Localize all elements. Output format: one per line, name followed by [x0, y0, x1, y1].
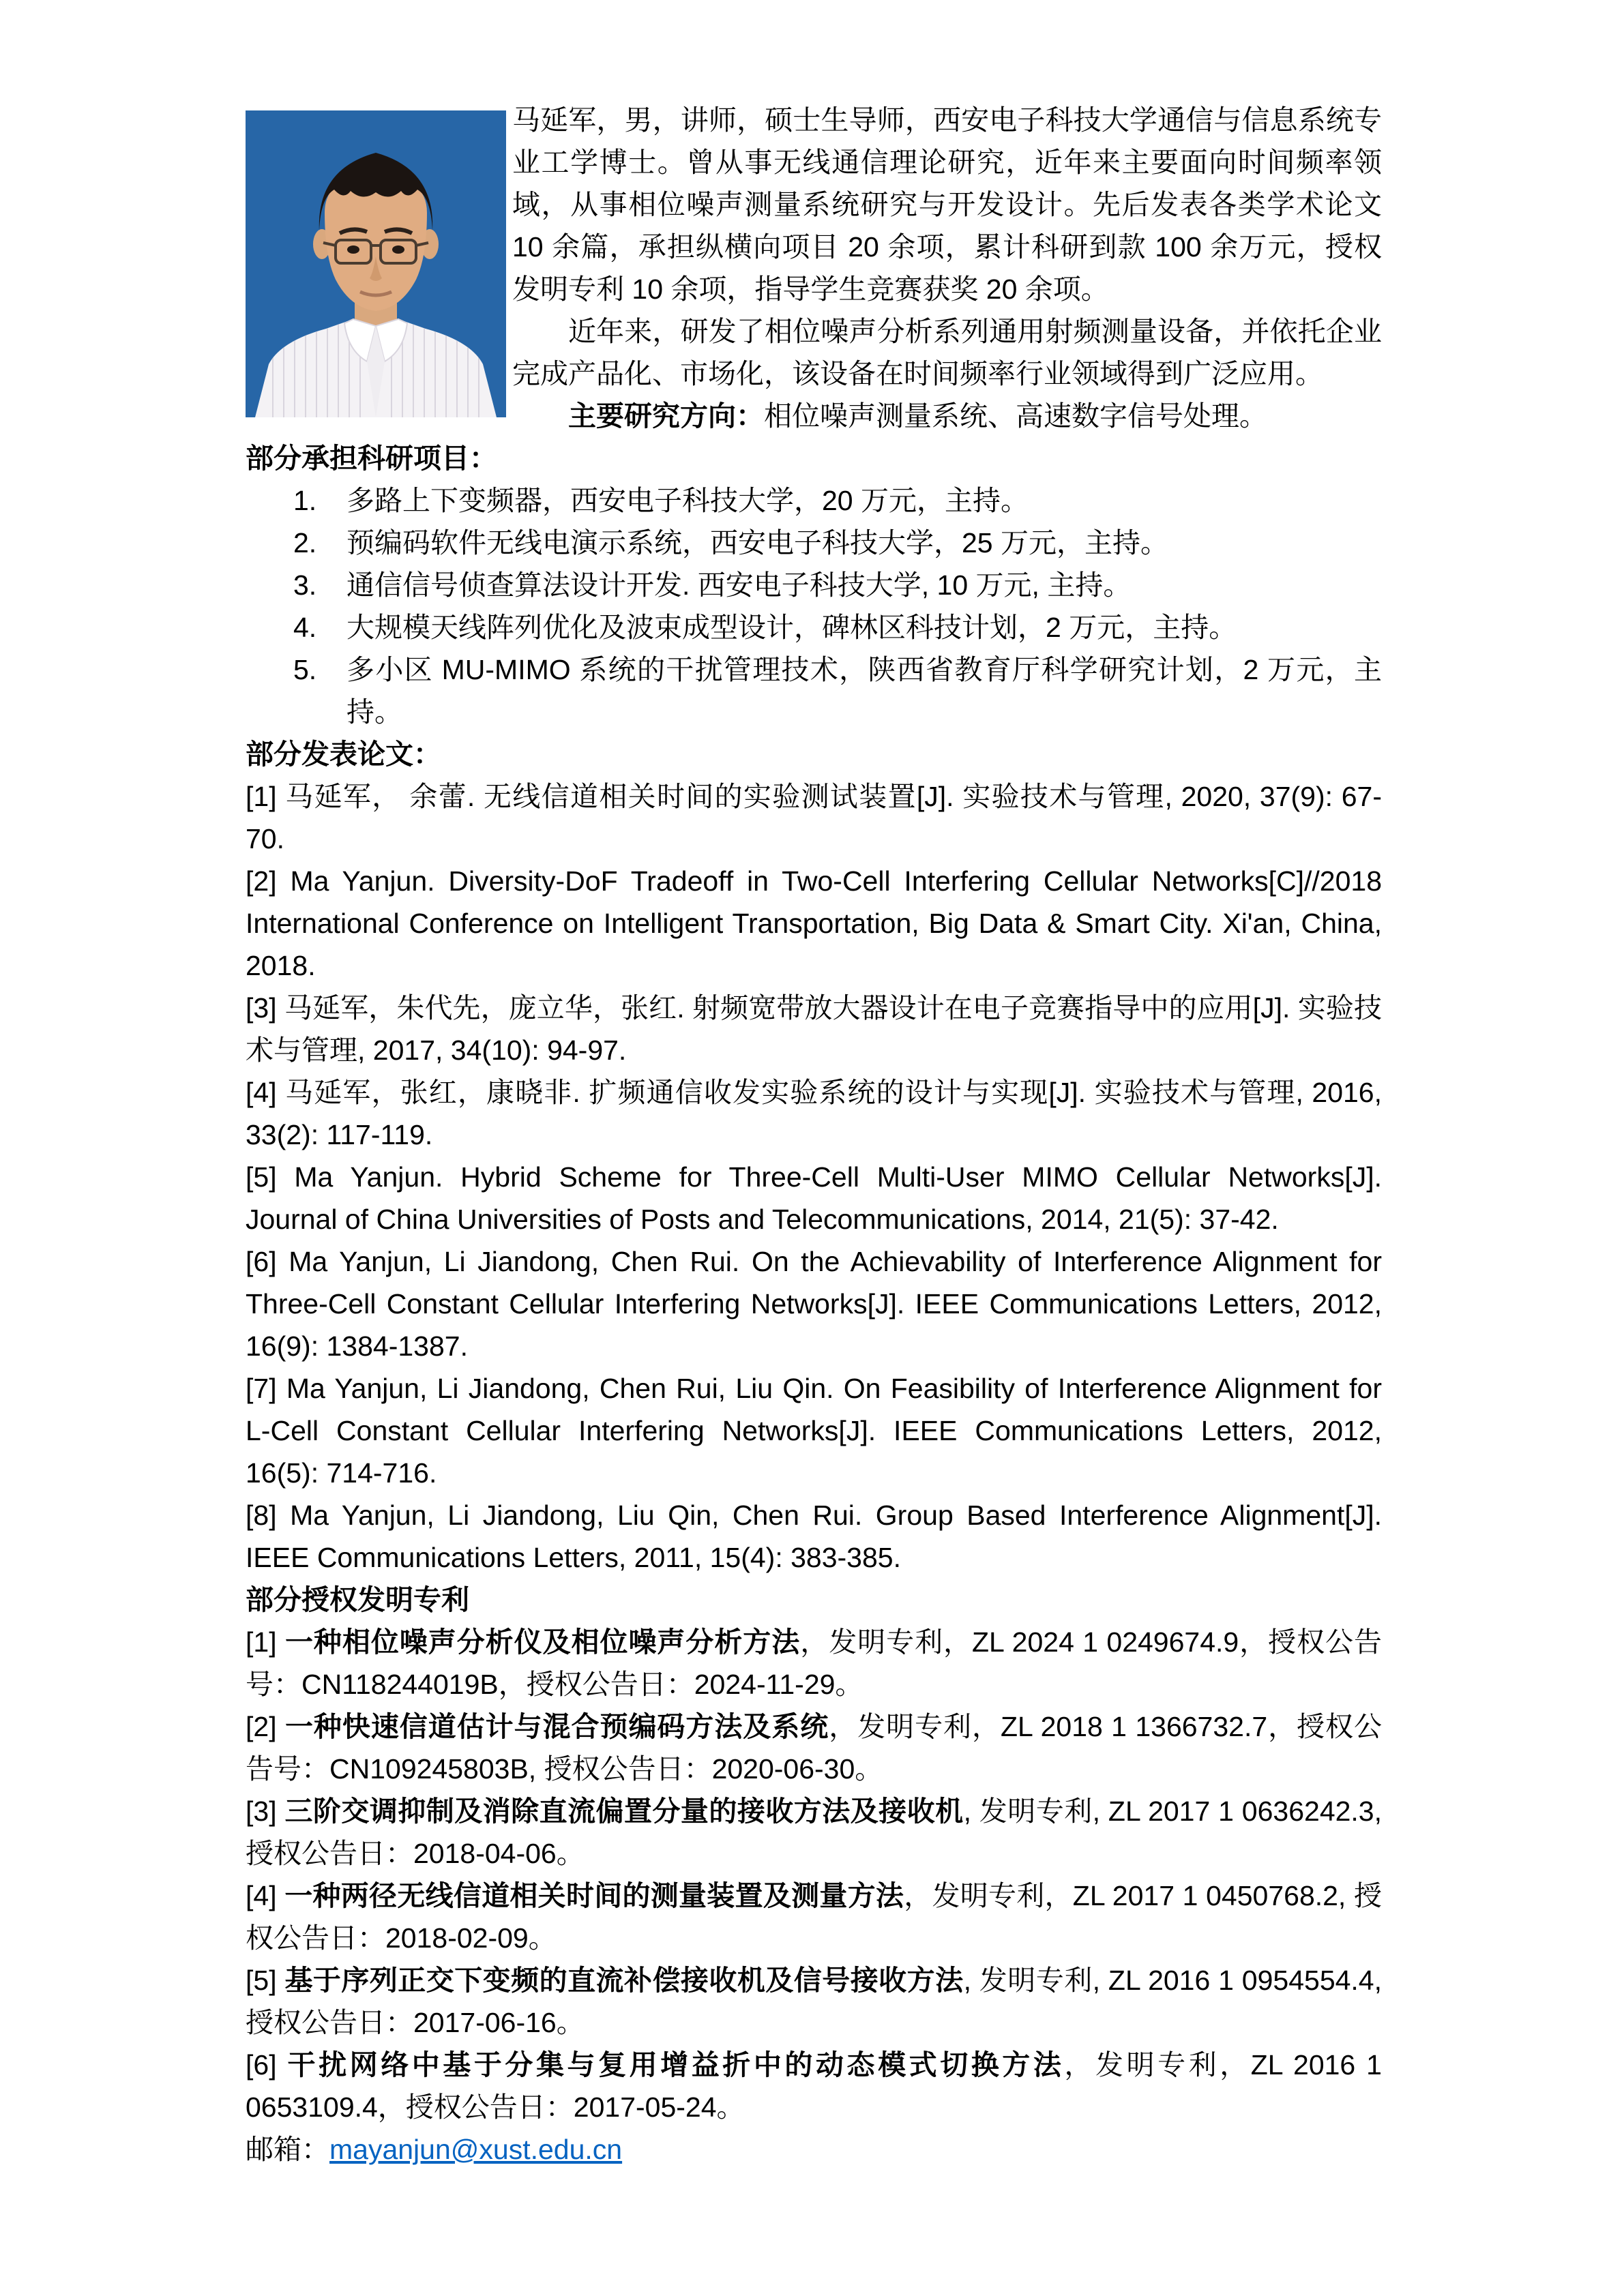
project-item: [246, 479, 1382, 522]
research-direction-text: 相位噪声测量系统、高速数字信号处理。: [764, 400, 1267, 432]
project-number: 1.: [293, 485, 317, 516]
project-text: 多路上下变频器，西安电子科技大学，20 万元，主持。: [346, 485, 1029, 516]
project-number: 5.: [293, 654, 317, 685]
project-number: 3.: [293, 569, 317, 601]
patent-title: 一种快速信道估计与混合预编码方法及系统: [284, 1711, 829, 1742]
project-text: 通信信号侦查算法设计开发. 西安电子科技大学, 10 万元, 主持。: [346, 569, 1132, 601]
patent-item: [246, 1621, 1382, 1705]
paper-item: [3] 马延军，朱代先，庞立华，张红. 射频宽带放大器设计在电子竞赛指导中的应用[J]. 实验技术与管理, 2017, 34(10): 94-97.: [246, 992, 1382, 1066]
patent-detail: , 发明专利, ZL 2017 1 0636242.3, 授权公告日：2018-04-06。: [246, 1795, 1383, 1869]
patent-title: 三阶交调抑制及消除直流偏置分量的接收方法及接收机: [284, 1795, 964, 1827]
patent-index: [1]: [246, 1626, 285, 1658]
project-number: 4.: [293, 612, 317, 643]
patent-index: [2]: [246, 1711, 285, 1742]
paper-item: [5] Ma Yanjun. Hybrid Scheme for Three-Cell Multi-User MIMO Cellular Networks[J]. Journal of China Universities of Posts and Telecommunications, 2014, 21(5): 37-42.: [246, 1161, 1382, 1235]
project-number: 2.: [293, 527, 317, 558]
project-item: [246, 648, 1382, 733]
paper-item: [7] Ma Yanjun, Li Jiandong, Chen Rui, Liu Qin. On Feasibility of Interference Alignment for L-Cell Constant Cellular Interfering Networks[J]. IEEE Communications Letters, 2012, 16(5): 714-716.: [246, 1373, 1382, 1489]
patents-heading: 部分授权发明专利: [246, 1584, 469, 1615]
papers-list: [246, 775, 1382, 1579]
patent-index: [5]: [246, 1965, 285, 1996]
research-direction-label: 主要研究方向：: [568, 400, 764, 432]
patent-index: [3]: [246, 1795, 285, 1827]
project-item: [246, 606, 1382, 648]
patent-detail: ，发明专利，ZL 2024 1 0249674.9，授权公告号：CN118244019B，授权公告日：2024-11-29。: [246, 1626, 1382, 1700]
papers-heading: 部分发表论文：: [246, 739, 441, 770]
project-text: 多小区 MU-MIMO 系统的干扰管理技术，陕西省教育厅科学研究计划，2 万元，主持。: [346, 654, 1382, 728]
paper-item: [1] 马延军， 余蕾. 无线信道相关时间的实验测试装置[J]. 实验技术与管理, 2020, 37(9): 67-70.: [246, 781, 1382, 854]
paper-item: [4] 马延军，张红，康晓非. 扩频通信收发实验系统的设计与实现[J]. 实验技术与管理, 2016, 33(2): 117-119.: [246, 1077, 1382, 1150]
content-column: [246, 99, 1382, 2171]
patent-item: [246, 1875, 1382, 1959]
patent-title: 一种两径无线信道相关时间的测量装置及测量方法: [284, 1880, 904, 1911]
patent-detail: ，发明专利，ZL 2018 1 1366732.7，授权公告号：CN109245803B, 授权公告日：2020-06-30。: [246, 1711, 1382, 1785]
patent-detail: ，发明专利，ZL 2016 1 0653109.4，授权公告日：2017-05-24。: [246, 2049, 1382, 2123]
patent-title: 基于序列正交下变频的直流补偿接收机及信号接收方法: [284, 1965, 964, 1996]
portrait-illustration: [246, 110, 506, 417]
paper-item: [8] Ma Yanjun, Li Jiandong, Liu Qin, Chen Rui. Group Based Interference Alignment[J]. IEEE Communications Letters, 2011, 15(4): 383-385.: [246, 1500, 1382, 1573]
patent-item: [246, 1790, 1382, 1875]
patent-index: [4]: [246, 1880, 285, 1911]
projects-heading: 部分承担科研项目：: [246, 443, 497, 474]
project-item: [246, 564, 1382, 606]
paper-item: [2] Ma Yanjun. Diversity-DoF Tradeoff in Two-Cell Interfering Cellular Networks[C]//2018 International Conference on Intelligent Transportation, Big Data & Smart City. Xi'an, China, 2018.: [246, 865, 1382, 981]
patent-item: [246, 2044, 1382, 2128]
patent-detail: ，发明专利，ZL 2017 1 0450768.2, 授权公告日：2018-02-09。: [246, 1880, 1382, 1954]
patent-item: [246, 1705, 1382, 1790]
patent-index: [6]: [246, 2049, 288, 2081]
project-text: 预编码软件无线电演示系统，西安电子科技大学，25 万元，主持。: [346, 527, 1168, 558]
patent-item: [246, 1959, 1382, 2044]
project-text: 大规模天线阵列优化及波束成型设计，碑林区科技计划，2 万元，主持。: [346, 612, 1237, 643]
patent-title: 干扰网络中基于分集与复用增益折中的动态模式切换方法: [287, 2049, 1065, 2081]
email-link[interactable]: mayanjun@xust.edu.cn: [329, 2134, 623, 2165]
project-item: [246, 522, 1382, 564]
patents-list: [246, 1621, 1382, 2128]
email-label: 邮箱：: [246, 2134, 329, 2165]
paper-item: [6] Ma Yanjun, Li Jiandong, Chen Rui. On the Achievability of Interference Alignment for Three-Cell Constant Cellular Interfering Networks[J]. IEEE Communications Letters, 2012, 16(9): 1384-1387.: [246, 1246, 1382, 1362]
profile-photo: [246, 110, 506, 417]
intro-paragraph-2: 近年来，研发了相位噪声分析系列通用射频测量设备，并依托企业完成产品化、市场化，该设备在时间频率行业领域得到广泛应用。: [512, 316, 1382, 389]
patent-detail: , 发明专利, ZL 2016 1 0954554.4, 授权公告日：2017-06-16。: [246, 1965, 1383, 2038]
projects-list: [246, 479, 1382, 733]
intro-paragraph-1: 马延军，男，讲师，硕士生导师，西安电子科技大学通信与信息系统专业工学博士。曾从事无线通信理论研究，近年来主要面向时间频率领域，从事相位噪声测量系统研究与开发设计。先后发表各类学术论文 10 余篇，承担纵横向项目 20 余项，累计科研到款 100 余万元，授权发明专利 10 余项，指导学生竞赛获奖 20 余项。: [512, 104, 1382, 305]
patent-title: 一种相位噪声分析仪及相位噪声分析方法: [284, 1626, 801, 1658]
contact-line: [246, 2128, 1382, 2171]
